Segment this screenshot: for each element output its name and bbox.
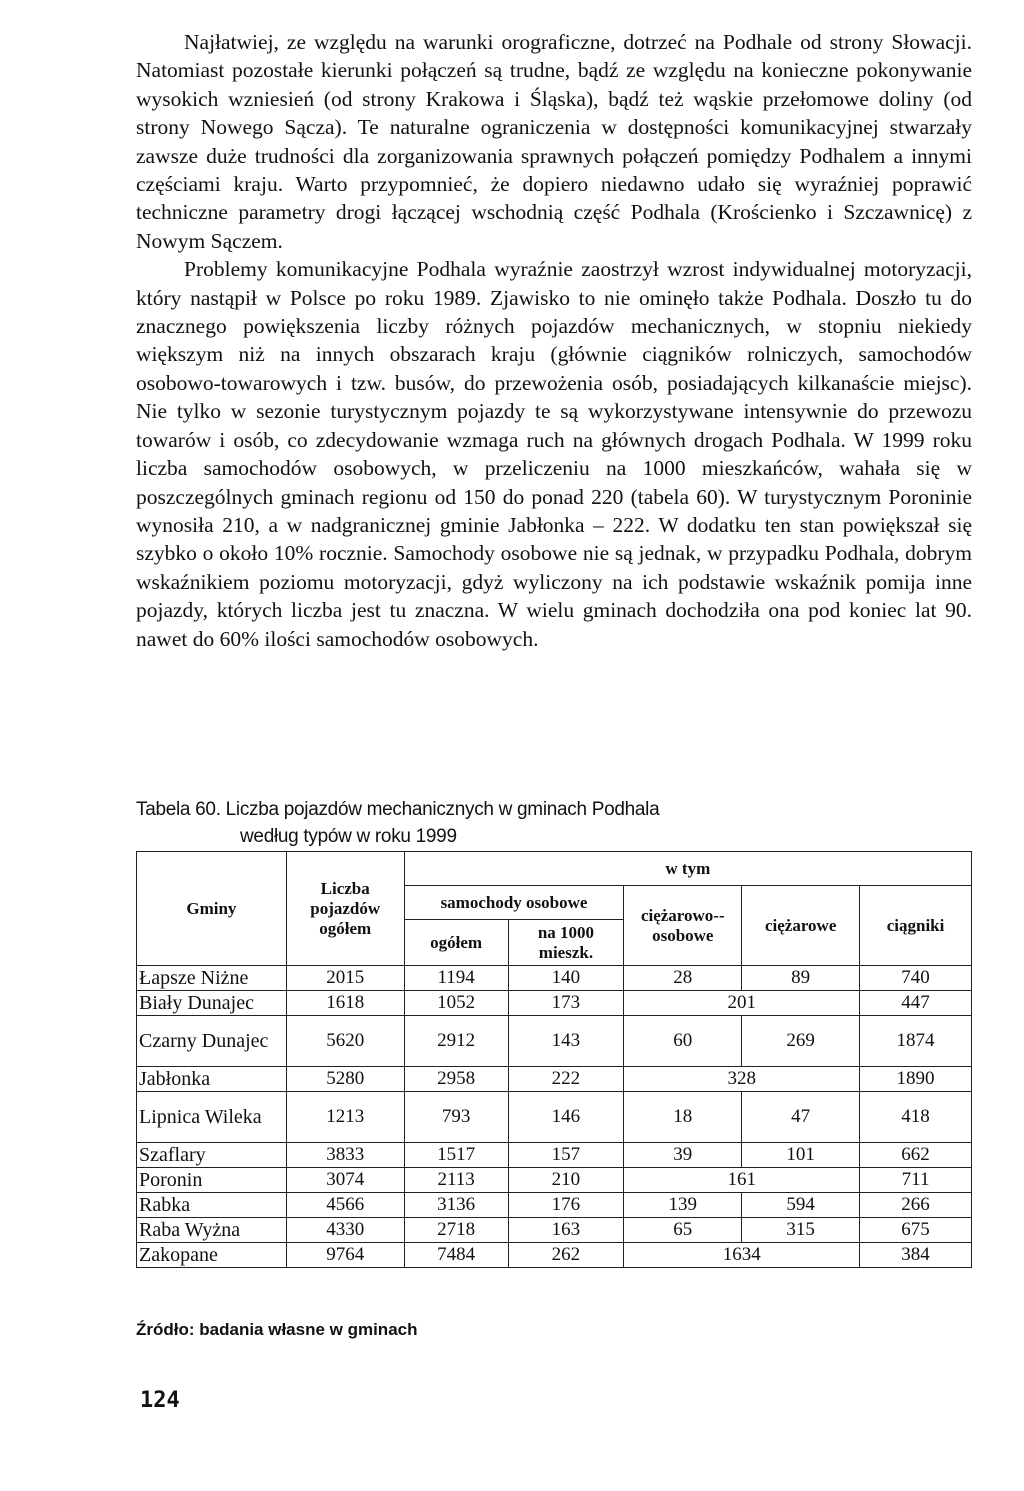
cell-cars: 7484 [404,1243,508,1268]
cell-cars: 1517 [404,1143,508,1168]
page-number: 124 [140,1388,180,1413]
header-w-tym: w tym [404,852,971,886]
cell-per1000: 140 [508,966,624,991]
cell-name: Rabka [137,1193,287,1218]
cell-combined: 201 [624,991,860,1016]
cell-vans: 65 [624,1218,742,1243]
cell-tractors: 418 [860,1092,972,1143]
cell-cars: 2912 [404,1016,508,1067]
body-text [136,28,972,653]
table-row [137,1092,972,1143]
cell-per1000: 163 [508,1218,624,1243]
cell-per1000: 222 [508,1067,624,1092]
cell-name: Raba Wyżna [137,1218,287,1243]
header-trucks: ciężarowe [742,886,860,966]
table-row [137,1016,972,1067]
cell-tractors: 384 [860,1243,972,1268]
cell-per1000: 173 [508,991,624,1016]
cell-trucks: 47 [742,1092,860,1143]
cell-name: Lipnica Wileka [137,1092,287,1143]
cell-trucks: 101 [742,1143,860,1168]
header-total: Liczba pojazdów ogółem [286,852,404,966]
cell-per1000: 262 [508,1243,624,1268]
cell-total: 1618 [286,991,404,1016]
header-cars-total: ogółem [404,920,508,966]
table-caption [136,796,659,850]
cell-trucks: 89 [742,966,860,991]
cell-per1000: 210 [508,1168,624,1193]
cell-total: 1213 [286,1092,404,1143]
cell-trucks: 269 [742,1016,860,1067]
header-cars: samochody osobowe [404,886,624,920]
table-source: Źródło: badania własne w gminach [136,1320,418,1339]
cell-tractors: 662 [860,1143,972,1168]
cell-trucks: 315 [742,1218,860,1243]
vehicles-table [136,851,972,1268]
cell-cars: 793 [404,1092,508,1143]
cell-per1000: 146 [508,1092,624,1143]
cell-cars: 3136 [404,1193,508,1218]
cell-name: Szaflary [137,1143,287,1168]
cell-tractors: 266 [860,1193,972,1218]
cell-vans: 28 [624,966,742,991]
cell-cars: 2718 [404,1218,508,1243]
cell-total: 5280 [286,1067,404,1092]
cell-name: Jabłonka [137,1067,287,1092]
table-row [137,966,972,991]
cell-name: Zakopane [137,1243,287,1268]
cell-cars: 1194 [404,966,508,991]
table-row [137,1143,972,1168]
cell-total: 2015 [286,966,404,991]
cell-total: 4566 [286,1193,404,1218]
table-row [137,1218,972,1243]
cell-total: 9764 [286,1243,404,1268]
cell-vans: 39 [624,1143,742,1168]
cell-tractors: 447 [860,991,972,1016]
cell-combined: 1634 [624,1243,860,1268]
cell-total: 3833 [286,1143,404,1168]
cell-total: 3074 [286,1168,404,1193]
header-vans: ciężarowo--osobowe [624,886,742,966]
cell-total: 5620 [286,1016,404,1067]
cell-per1000: 143 [508,1016,624,1067]
cell-per1000: 176 [508,1193,624,1218]
cell-combined: 161 [624,1168,860,1193]
table-row [137,1193,972,1218]
cell-tractors: 1890 [860,1067,972,1092]
paragraph-1: Najłatwiej, ze względu na warunki orograficzne, dotrzeć na Podhale od strony Słowacji. Natomiast pozostałe kierunki połączeń są trudne, bądź ze względu na konieczne pokonywanie wysokich wzniesień (od strony Krakowa i Śląska), bądź też wąskie przełomowe doliny (od strony Nowego Sącza). Te naturalne ograniczenia w dostępności komunikacyjnej stwarzały zawsze duże trudności dla zorganizowania sprawnych połączeń pomiędzy Podhalem a innymi częściami kraju. Warto przypomnieć, że dopiero niedawno udało się wyraźniej poprawić techniczne parametry drogi łączącej wschodnią część Podhala (Krościenko i Szczawnicę) z Nowym Sączem. [136,30,972,253]
cell-name: Czarny Dunajec [137,1016,287,1067]
cell-tractors: 675 [860,1218,972,1243]
cell-name: Biały Dunajec [137,991,287,1016]
table-caption-line-2: według typów w roku 1999 [240,826,457,847]
table-caption-line-1: Tabela 60. Liczba pojazdów mechanicznych w gminach Podhala [136,799,660,820]
header-cars-per-1000: na 1000 mieszk. [508,920,624,966]
paragraph-2: Problemy komunikacyjne Podhala wyraźnie zaostrzył wzrost indywidualnej motoryzacji, który nastąpił w Polsce po roku 1989. Zjawisko to nie ominęło także Podhala. Doszło tu do znacznego powiększenia liczby różnych pojazdów mechanicznych, w stopniu niekiedy większym niż na innych obszarach kraju (głównie ciągników rolniczych, samochodów osobowo-towarowych i tzw. busów, do przewożenia osób, posiadających kilkanaście miejsc). Nie tylko w sezonie turystycznym pojazdy te są wykorzystywane intensywnie do przewozu towarów i osób, co zdecydowanie wzmaga ruch na głównych drogach Podhala. W 1999 roku liczba samochodów osobowych, w przeliczeniu na 1000 mieszkańców, wahała się w poszczególnych gminach regionu od 150 do ponad 220 (tabela 60). W turystycznym Poroninie wynosiła 210, a w nadgranicznej gminie Jabłonka – 222. W dodatku ten stan powiększał się szybko o około 10% rocznie. Samochody osobowe nie są jednak, w przypadku Podhala, dobrym wskaźnikiem poziomu motoryzacji, gdyż wyliczony na ich podstawie wskaźnik pomija inne pojazdy, których liczba jest tu znaczna. W wielu gminach dochodziła ona pod koniec lat 90. nawet do 60% ilości samochodów osobowych. [136,257,972,651]
cell-name: Łapsze Niżne [137,966,287,991]
cell-name: Poronin [137,1168,287,1193]
cell-vans: 60 [624,1016,742,1067]
table-row [137,1067,972,1092]
cell-tractors: 711 [860,1168,972,1193]
cell-trucks: 594 [742,1193,860,1218]
cell-vans: 18 [624,1092,742,1143]
header-tractors: ciągniki [860,886,972,966]
cell-combined: 328 [624,1067,860,1092]
cell-tractors: 1874 [860,1016,972,1067]
table-row [137,1168,972,1193]
table-row [137,991,972,1016]
cell-total: 4330 [286,1218,404,1243]
cell-vans: 139 [624,1193,742,1218]
table-row [137,1243,972,1268]
cell-cars: 2958 [404,1067,508,1092]
cell-cars: 2113 [404,1168,508,1193]
cell-cars: 1052 [404,991,508,1016]
header-gminy: Gminy [137,852,287,966]
cell-per1000: 157 [508,1143,624,1168]
cell-tractors: 740 [860,966,972,991]
